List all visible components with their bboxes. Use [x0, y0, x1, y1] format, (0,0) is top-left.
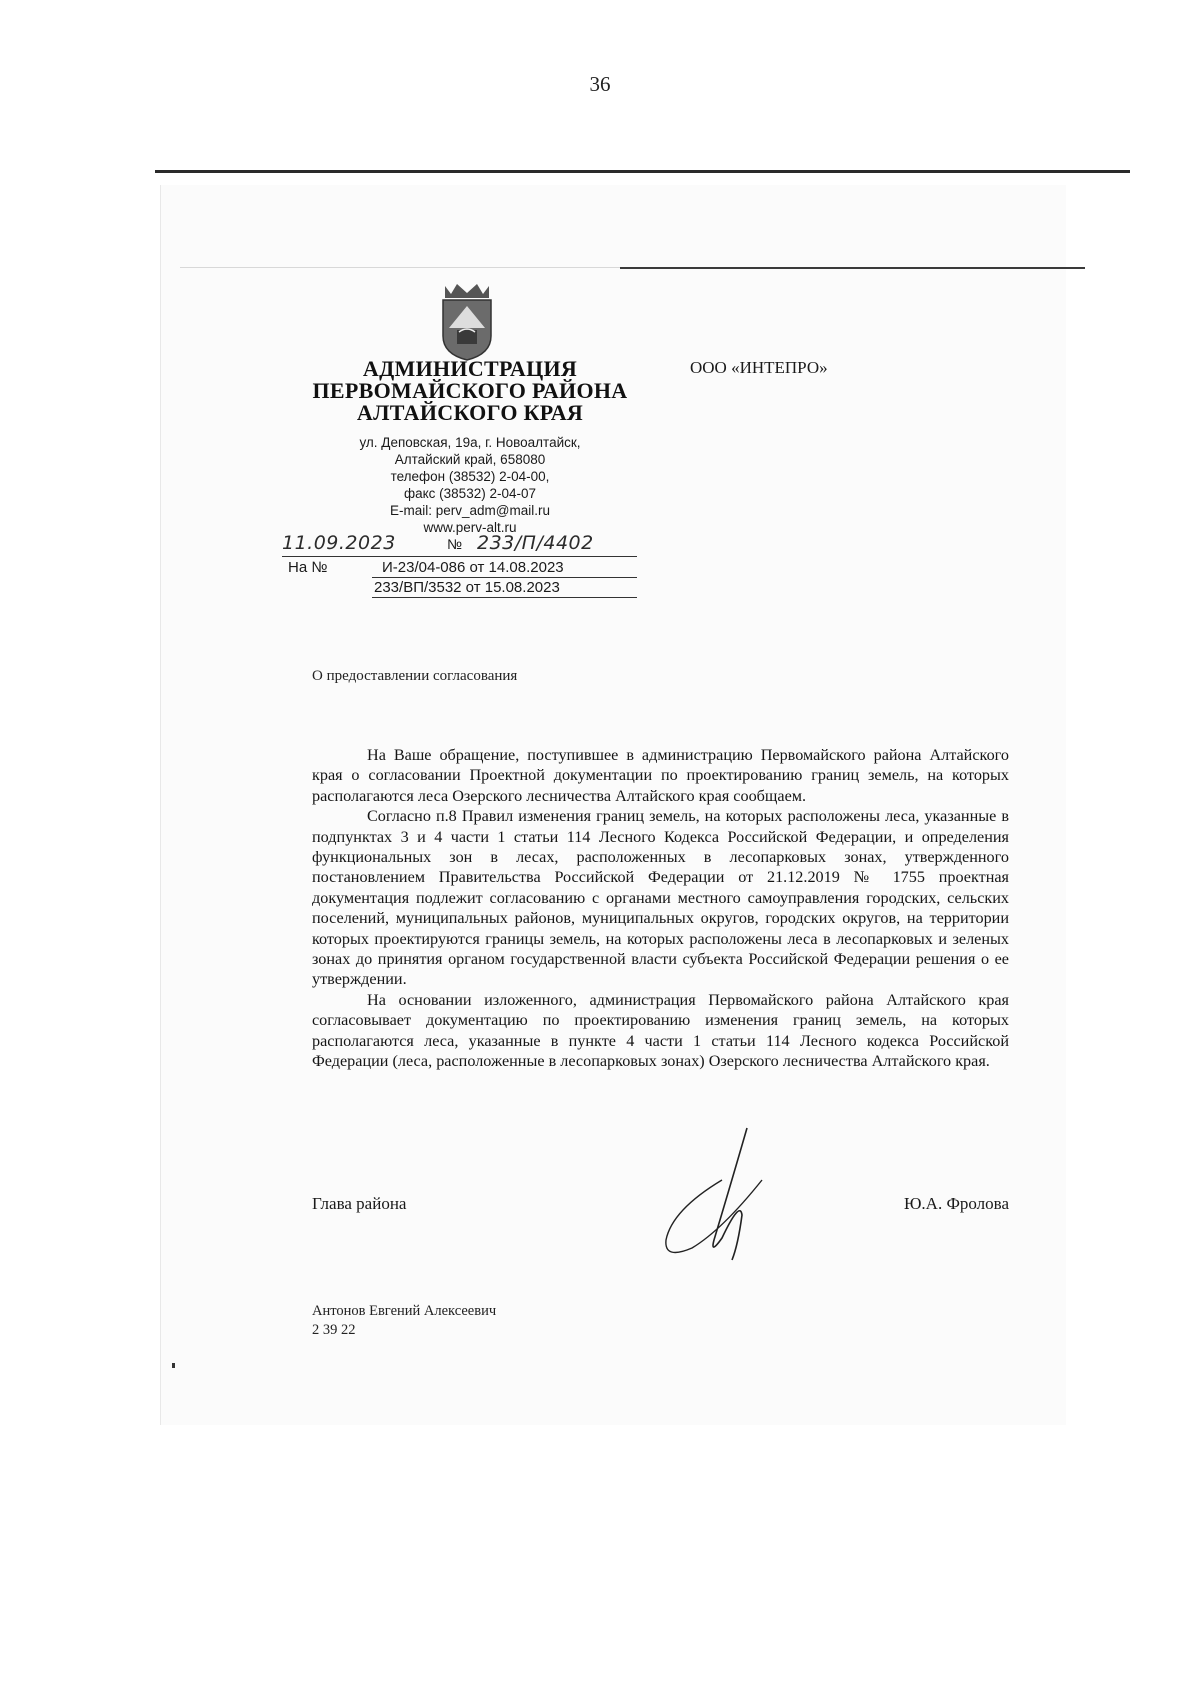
registration-underline: [282, 556, 637, 557]
coat-of-arms-icon: [437, 280, 497, 362]
sender-name-line: АДМИНИСТРАЦИЯ: [362, 356, 578, 381]
reference-row: [282, 578, 637, 598]
outgoing-number: 233/П/4402: [477, 532, 594, 554]
handwritten-signature: [652, 1120, 782, 1270]
reference-number: 233/ВП/3532 от 15.08.2023: [374, 579, 560, 596]
signatory-position: Глава района: [312, 1194, 407, 1213]
recipient: ООО «ИНТЕПРО»: [690, 358, 828, 377]
signatory-name: Ю.А. Фролова: [903, 1194, 1009, 1213]
website-line: www.perv-alt.ru: [423, 520, 517, 535]
reference-underline: [372, 597, 637, 598]
sender-letterhead: [300, 358, 640, 536]
scan-mark: [172, 1363, 175, 1368]
top-rule: [155, 170, 1130, 173]
reference-row: [282, 558, 637, 578]
number-sign-label: №: [447, 536, 463, 552]
address-line: Алтайский край, 658080: [394, 452, 546, 467]
body-paragraph: На Ваше обращение, поступившее в администрацию Первомайского района Алтайского края о согласовании Проектной документации по проектированию границ земель, на которых располагаются леса Озерского лесничества Алтайского края сообщаем.: [312, 746, 1009, 805]
executor-phone: 2 39 22: [312, 1322, 356, 1338]
executor-info: [312, 1302, 496, 1340]
letterhead-rule-left: [180, 267, 620, 268]
letterhead-rule-right: [620, 267, 1085, 269]
fax-line: факс (38532) 2-04-07: [404, 486, 536, 501]
letter-subject: О предоставлении согласования: [312, 668, 518, 684]
sender-name: [300, 358, 640, 424]
registration-block: [282, 532, 637, 598]
reference-number: И-23/04-086 от 14.08.2023: [382, 559, 564, 576]
body-paragraph: Согласно п.8 Правил изменения границ земель, на которых расположены леса, указанные в подпунктах 3 и 4 части 1 статьи 114 Лесного Кодекса Российской Федерации, и определения функциональных зон в лесах, расположенных в лесопарковых зонах, утвержденного постановлением Правительства Российской Федерации от 21.12.2019 № 1755 проектная документация подлежит согласованию с органами местного самоуправления городских, сельских поселений, муниципальных районов, муниципальных округов, городских округов, на территории которых проектируются границы земель, на которых расположены леса в лесопарковых и зеленых зонах до принятия органом государственной власти субъекта Российской Федерации решения о ее утверждении.: [312, 807, 1009, 989]
address-line: ул. Деповская, 19а, г. Новоалтайск,: [359, 435, 581, 450]
reference-label: На №: [288, 559, 328, 576]
executor-name: Антонов Евгений Алексеевич: [312, 1303, 497, 1319]
signature-block: [312, 1180, 1009, 1280]
page-number: 36: [589, 72, 611, 96]
outgoing-date: 11.09.2023: [282, 532, 396, 554]
sender-name-line: АЛТАЙСКОГО КРАЯ: [356, 400, 584, 425]
letter-body: [312, 745, 1009, 1072]
sender-name-line: ПЕРВОМАЙСКОГО РАЙОНА: [312, 378, 628, 403]
body-paragraph: На основании изложенного, администрация Первомайского района Алтайского края согласовывает документацию по проектированию изменения границ земель, на которых располагаются леса, указанные в пункте 4 части 1 статьи 114 Лесного кодекса Российской Федерации (леса, расположенные в лесопарковых зонах) Озерского лесничества Алтайского края.: [312, 990, 1009, 1071]
email-line: E-mail: perv_adm@mail.ru: [390, 503, 550, 518]
phone-line: телефон (38532) 2-04-00,: [390, 469, 550, 484]
sender-address: [300, 434, 640, 536]
outgoing-registration: [282, 532, 637, 558]
